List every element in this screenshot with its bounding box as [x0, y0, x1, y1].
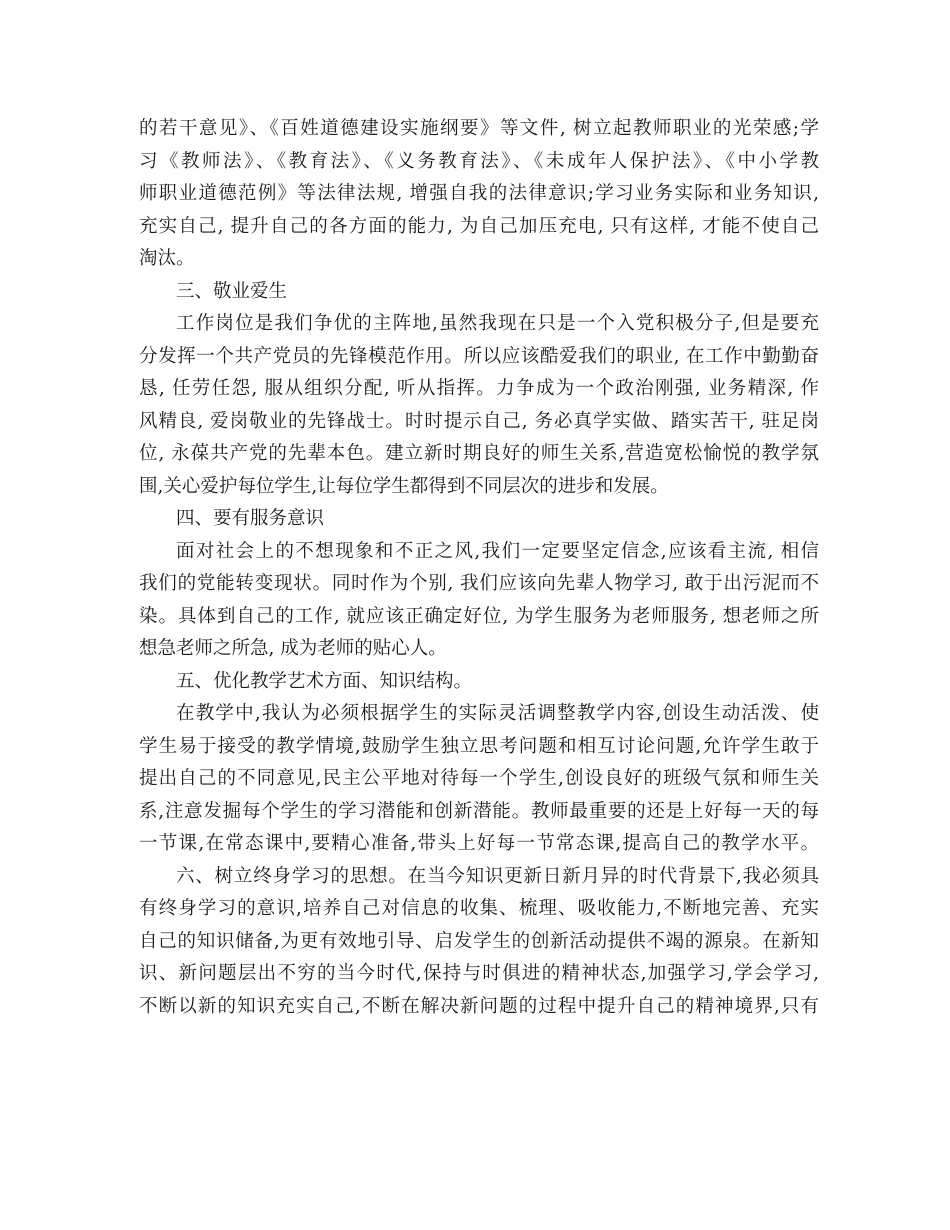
text-line: 师职业道德范例》等法律法规, 增强自我的法律意识;学习业务实际和业务知识, — [139, 183, 819, 204]
text-line: 提出自己的不同意见,民主公平地对待每一个学生,创设良好的班级气氛和师生关 — [139, 768, 819, 789]
paragraph-first-line: 工作岗位是我们争优的主阵地,虽然我现在只是一个入党积极分子,但是要充 — [176, 313, 819, 334]
text-line: 一节课,在常态课中,要精心准备,带头上好每一节常态课,提高自己的教学水平。 — [139, 833, 819, 854]
text-line: 系,注意发掘每个学生的学习潜能和创新潜能。教师最重要的还是上好每一天的每 — [139, 800, 819, 822]
paragraph-first-line: 六、树立终身学习的思想。在当今知识更新日新月异的时代背景下,我必须具 — [176, 865, 819, 887]
text-line: 习《教师法》、《教育法》、《义务教育法》、《未成年人保护法》、《中小学教 — [139, 150, 819, 172]
text-line: 我们的党能转变现状。同时作为个别, 我们应该向先辈人物学习, 敢于出污泥而不 — [139, 573, 819, 594]
text-line: 自己的知识储备,为更有效地引导、启发学生的创新活动提供不竭的源泉。在新知 — [139, 930, 819, 952]
text-line: 的若干意见》、《百姓道德建设实施纲要》等文件, 树立起教师职业的光荣感;学 — [139, 118, 819, 139]
text-line: 学生易于接受的教学情境,鼓励学生独立思考问题和相互讨论问题,允许学生敢于 — [139, 735, 819, 757]
document-page — [139, 113, 819, 1023]
text-line: 围,关心爱护每位学生,让每位学生都得到不同层次的进步和发展。 — [139, 475, 669, 497]
paragraph-first-line: 五、优化教学艺术方面、知识结构。 — [176, 670, 473, 692]
paragraph-first-line: 四、要有服务意识 — [176, 508, 325, 529]
text-line: 恳, 任劳任怨, 服从组织分配, 听从指挥。力争成为一个政治刚强, 业务精深, 作 — [139, 378, 819, 399]
text-line: 有终身学习的意识,培养自己对信息的收集、梳理、吸收能力,不断地完善、充实 — [139, 898, 819, 919]
text-line: 分发挥一个共产党员的先锋模范作用。所以应该酷爱我们的职业, 在工作中勤勤奋 — [139, 345, 819, 367]
text-line: 风精良, 爱岗敬业的先锋战士。时时提示自己, 务必真学实做、踏实苦干, 驻足岗 — [139, 410, 819, 432]
text-line: 充实自己, 提升自己的各方面的能力, 为自己加压充电, 只有这样, 才能不使自己 — [139, 215, 819, 237]
text-line: 位, 永葆共产党的先辈本色。建立新时期良好的师生关系,营造宽松愉悦的教学氛 — [139, 443, 819, 464]
text-line: 染。具体到自己的工作, 就应该正确定好位, 为学生服务为老师服务, 想老师之所 — [139, 605, 819, 627]
paragraph-first-line: 在教学中,我认为必须根据学生的实际灵活调整教学内容,创设生动活泼、使 — [176, 703, 819, 724]
text-line: 想急老师之所急, 成为老师的贴心人。 — [139, 638, 447, 659]
paragraph-first-line: 三、敬业爱生 — [176, 280, 288, 302]
text-line: 淘汰。 — [139, 248, 195, 269]
text-line: 识、新问题层出不穷的当今时代,保持与时俱进的精神状态,加强学习,学会学习, — [139, 963, 819, 984]
paragraph-first-line: 面对社会上的不想现象和不正之风,我们一定要坚定信念,应该看主流, 相信 — [176, 540, 819, 562]
text-line: 不断以新的知识充实自己,不断在解决新问题的过程中提升自己的精神境界,只有 — [139, 995, 819, 1017]
